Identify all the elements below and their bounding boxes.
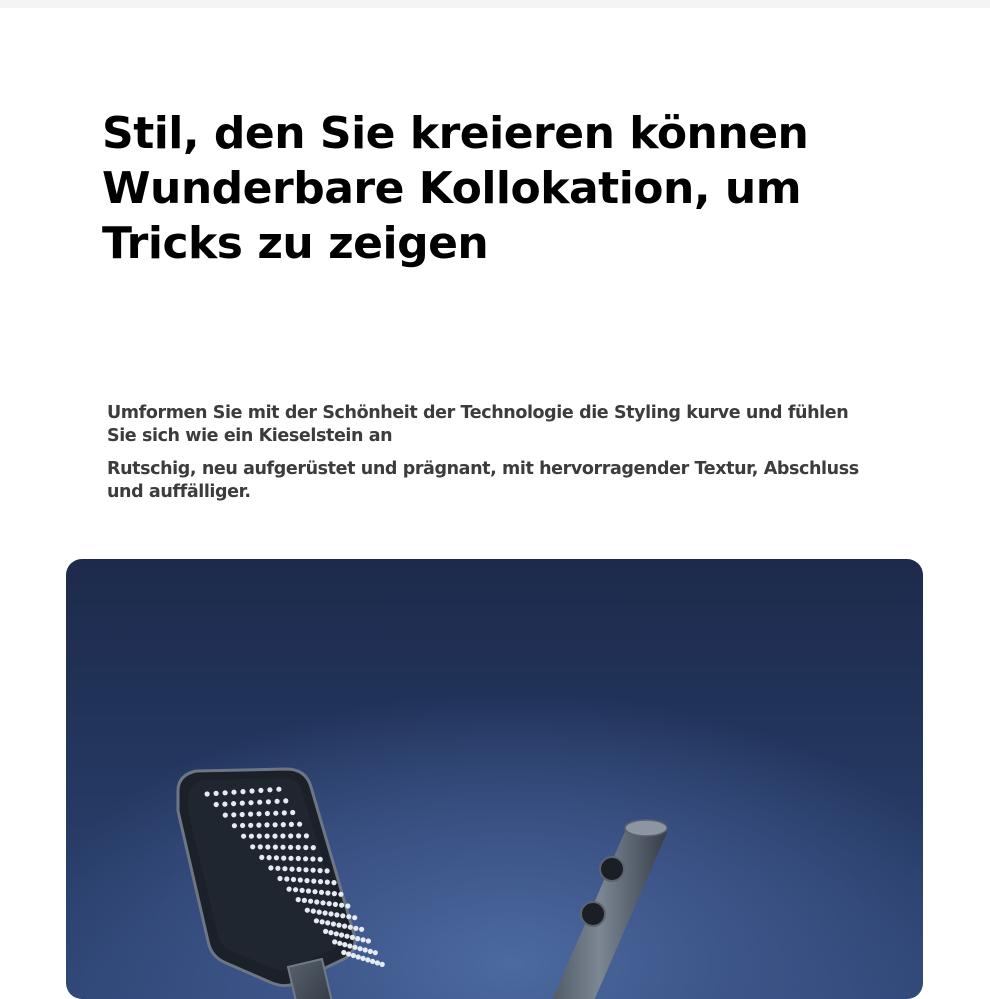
product-hero-image <box>66 559 923 999</box>
page-headline <box>102 106 862 271</box>
headline-line-2: Wunderbare Kollokation, um <box>102 163 802 214</box>
description-paragraph-1: Umformen Sie mit der Schönheit der Technologie die Styling kurve und fühlen Sie sich wie ein Kieselstein an <box>107 403 849 446</box>
headline-line-3: Tricks zu zeigen <box>102 218 489 269</box>
shower-wand <box>544 820 667 999</box>
description-paragraph-2: Rutschig, neu aufgerüstet und prägnant, mit hervorragender Textur, Abschluss und auffälliger. <box>107 459 859 502</box>
shower-head-illustration <box>66 559 923 999</box>
headline-line-1: Stil, den Sie kreieren können <box>102 108 809 159</box>
top-divider-strip <box>0 0 990 8</box>
product-description <box>107 402 867 504</box>
